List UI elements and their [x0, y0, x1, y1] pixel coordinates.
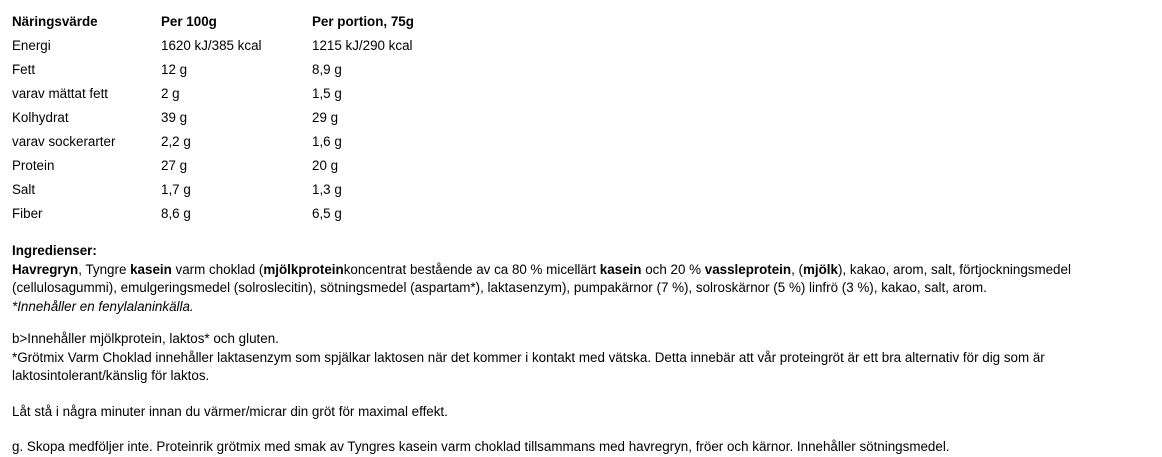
ingredient-bold: kasein: [599, 261, 642, 277]
value-per-100g: 1620 kJ/385 kcal: [161, 37, 262, 53]
value-per-portion: 29 g: [312, 109, 339, 125]
ingredient-plain: ), kakao, arom, salt, förtjockningsmedel (cellulosagummi), emulgeringsmedel (solroslecitin), sötningsmedel (aspartam*), laktasenzym), pumpakärnor (7 %), solroskärnor (5 %) linfrö (3 %), kakao, salt, arom.: [12, 261, 1071, 295]
value-per-portion: 1,5 g: [312, 85, 342, 101]
table-row: [12, 81, 512, 105]
value-per-portion: 1215 kJ/290 kcal: [312, 37, 413, 53]
value-per-100g: 39 g: [161, 109, 188, 125]
value-per-100g: 27 g: [161, 157, 188, 173]
value-per-portion: 1,3 g: [312, 181, 342, 197]
value-per-100g: 8,6 g: [161, 205, 191, 221]
product-info-page: [12, 9, 1152, 457]
nutrition-body: [12, 33, 512, 225]
table-row: [12, 129, 512, 153]
value-per-portion: 8,9 g: [312, 61, 342, 77]
value-per-100g: 1,7 g: [161, 181, 191, 197]
table-row: [12, 105, 512, 129]
table-row: [12, 177, 512, 201]
ingredient-bold: mjölkprotein: [263, 261, 344, 277]
allergen-paragraph: [12, 330, 1152, 386]
ingredient-bold: vassleprotein: [704, 261, 792, 277]
nutrient-name: varav mättat fett: [12, 85, 109, 101]
nutrient-name: Fiber: [12, 205, 43, 221]
header-per-portion: Per portion, 75g: [312, 13, 414, 29]
table-row: [12, 153, 512, 177]
header-per-100g: Per 100g: [161, 13, 217, 29]
ingredient-bold: kasein: [130, 261, 172, 277]
ingredients-heading: Ingredienser:: [12, 243, 97, 258]
ingredients-section: [12, 242, 1152, 316]
ingredient-bold: mjölk: [803, 261, 838, 277]
ingredient-plain: varm choklad (: [171, 261, 264, 277]
table-row: [12, 201, 512, 225]
instructions-paragraph: Låt stå i några minuter innan du värmer/micrar din gröt för maximal effekt.: [12, 403, 448, 419]
allergen-text: b>Innehåller mjölkprotein, laktos* och gluten.: [12, 331, 279, 346]
table-row: [12, 57, 512, 81]
table-row: [12, 33, 512, 57]
ingredients-text: [12, 261, 1152, 298]
value-per-100g: 2 g: [161, 85, 180, 101]
header-nutrient: Näringsvärde: [12, 13, 98, 29]
nutrient-name: Kolhydrat: [12, 109, 69, 125]
ingredient-plain: , (: [791, 261, 803, 277]
nutrient-name: Salt: [12, 181, 36, 197]
nutrient-name: Energi: [12, 37, 51, 53]
value-per-100g: 2,2 g: [161, 133, 191, 149]
phenylalanine-note: *Innehåller en fenylalaninkälla.: [12, 298, 194, 314]
nutrition-header-row: [12, 9, 512, 33]
ingredient-plain: och 20 %: [641, 261, 705, 277]
ingredient-plain: koncentrat bestående av ca 80 % micellärt: [343, 261, 600, 277]
lactase-note: *Grötmix Varm Choklad innehåller laktasenzym som spjälkar laktosen när det kommer i kontakt med vätska. Detta innebär att vår proteingröt är ett bra alternativ för dig som är laktosintolerant/känslig för laktos.: [12, 349, 1045, 383]
ingredient-plain: , Tyngre: [78, 261, 131, 277]
value-per-100g: 12 g: [161, 61, 188, 77]
nutrient-name: Protein: [12, 157, 55, 173]
nutrient-name: varav sockerarter: [12, 133, 116, 149]
nutrition-table: [12, 9, 512, 225]
ingredient-bold: Havregryn: [12, 261, 79, 277]
value-per-portion: 1,6 g: [312, 133, 342, 149]
value-per-portion: 20 g: [312, 157, 339, 173]
description-paragraph: g. Skopa medföljer inte. Proteinrik grötmix med smak av Tyngres kasein varm choklad tillsammans med havregryn, fröer och kärnor. Innehåller sötningsmedel.: [12, 439, 950, 454]
nutrient-name: Fett: [12, 61, 36, 77]
value-per-portion: 6,5 g: [312, 205, 342, 221]
